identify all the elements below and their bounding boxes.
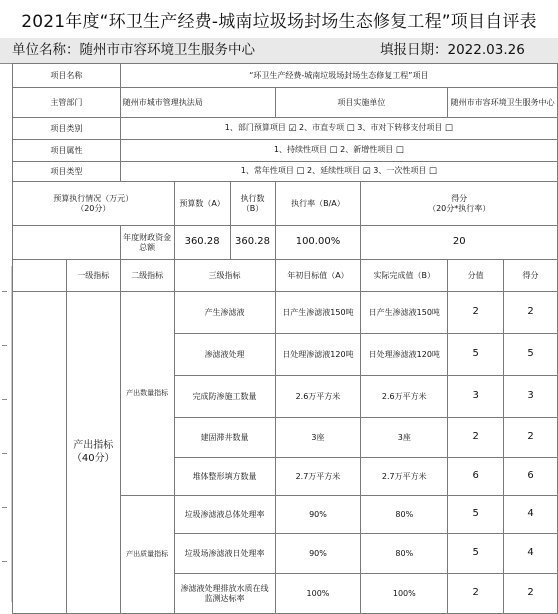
- report-title: [0, 0, 558, 39]
- indicator-actual: 3座: [361, 418, 448, 458]
- indicator-name: 渗滤液处理: [174, 334, 275, 376]
- checkbox-icon[interactable]: ☐: [346, 124, 355, 134]
- type-opt1: 1、常年性项目: [240, 166, 294, 175]
- exec-label: 预算执行情况（万元）: [53, 193, 134, 203]
- supervisor-row: [13, 88, 558, 118]
- exec-col-header: 执行数（B）: [230, 182, 275, 226]
- report-title-text: 2021年度“环卫生产经费-城南垃圾场封场生态修复工程”项目自评表: [21, 11, 537, 32]
- fiscal-label: 年度财政资金总额: [120, 226, 174, 260]
- indicator-name: 建固滞井数量: [174, 418, 275, 458]
- unit-name: 随州市市容环境卫生服务中心: [79, 42, 255, 58]
- indicator-score: 4: [504, 534, 558, 574]
- score-col-header: [361, 182, 558, 226]
- score-value: 20: [361, 226, 558, 260]
- checkbox-icon[interactable]: ☐: [444, 124, 453, 134]
- indicator-score: 2: [504, 418, 558, 458]
- indicator-points: 2: [448, 292, 504, 334]
- level1-indicator: 产出指标（40分）: [66, 292, 120, 614]
- indicator-score: 2: [504, 574, 558, 614]
- indicator-score: 5: [504, 334, 558, 376]
- budget-header-row: [13, 182, 558, 226]
- date-label: 填报日期：: [380, 42, 448, 58]
- points-header: 分值: [448, 260, 504, 292]
- score-formula: （20分*执行率）: [428, 203, 491, 213]
- rate-value: 100.00%: [275, 226, 361, 260]
- indicator-name: 完成防渗施工数量: [174, 376, 275, 418]
- attribute-opt1: 1、持续性项目: [273, 145, 327, 154]
- exec-value: 360.28: [230, 226, 275, 260]
- category-opt2: 2、市直专项: [299, 123, 345, 132]
- impl-unit-value: 随州市市容环境卫生服务中心: [448, 88, 558, 118]
- indicator-actual: 80%: [361, 534, 448, 574]
- indicator-target: 2.7万平方米: [275, 458, 361, 496]
- row-guide: [0, 266, 12, 602]
- indicator-name: 产生渗滤液: [174, 292, 275, 334]
- indicator-points: 2: [448, 418, 504, 458]
- indicator-name: 垃圾渗滤液总体处理率: [174, 496, 275, 534]
- type-opt3: 3、一次性项目: [373, 166, 427, 175]
- checkbox-icon[interactable]: ☐: [329, 146, 338, 156]
- attribute-row: [13, 140, 558, 162]
- quantity-group: 产出数量指标: [120, 292, 174, 496]
- exec-points: （20分）: [76, 203, 111, 213]
- attribute-options: [120, 140, 557, 162]
- type-row: [13, 162, 558, 182]
- table-row: [13, 292, 558, 334]
- indicator-points: 5: [448, 334, 504, 376]
- project-name-row: [13, 64, 558, 88]
- indicator-name: 渗滤液处理排放水质在线监测达标率: [174, 574, 275, 614]
- blank-margin-cell: [13, 292, 67, 614]
- indicator-points: 6: [448, 458, 504, 496]
- indicator-target: 2.6万平方米: [275, 376, 361, 418]
- indicator-points: 5: [448, 496, 504, 534]
- category-options: [120, 118, 557, 140]
- indicator-name: 垃圾场渗滤液日处理率: [174, 534, 275, 574]
- type-opt2: 2、延续性项目: [307, 166, 361, 175]
- checkbox-icon[interactable]: ☐: [395, 146, 404, 156]
- indicator-actual: 80%: [361, 496, 448, 534]
- type-label: 项目类型: [13, 162, 121, 182]
- score-col-label: 得分: [451, 193, 468, 203]
- checkbox-icon[interactable]: ☐: [296, 167, 305, 177]
- indicator-target: 90%: [275, 534, 361, 574]
- budget-col-header: 预算数（A）: [174, 182, 230, 226]
- blank-margin-cell: [13, 260, 67, 292]
- level1-header: 一级指标: [66, 260, 120, 292]
- budget-value: 360.28: [174, 226, 230, 260]
- indicator-points: 3: [448, 376, 504, 418]
- indicator-score: 2: [504, 292, 558, 334]
- target-header: 年初目标值（A）: [275, 260, 361, 292]
- quality-group: 产出质量指标: [120, 496, 174, 614]
- actual-header: 实际完成值（B）: [361, 260, 448, 292]
- indicator-actual: 日处理渗滤液120吨: [361, 334, 448, 376]
- indicator-actual: 日产生渗滤液150吨: [361, 292, 448, 334]
- indicator-name: 堆体整形填方数量: [174, 458, 275, 496]
- checked-box-icon[interactable]: ☑: [362, 167, 371, 177]
- evaluation-table: [12, 63, 558, 614]
- indicator-points: 5: [448, 534, 504, 574]
- attribute-opt2: 2、新增性项目: [340, 145, 394, 154]
- unit-field: [12, 38, 255, 63]
- score-header: 得分: [504, 260, 558, 292]
- attribute-label: 项目属性: [13, 140, 121, 162]
- indicator-actual: 2.7万平方米: [361, 458, 448, 496]
- level2-header: 二级指标: [120, 260, 174, 292]
- budget-value-row: [13, 226, 558, 260]
- checked-box-icon[interactable]: ☑: [288, 124, 297, 134]
- indicator-points: 2: [448, 574, 504, 614]
- date-value: 2022.03.26: [447, 42, 525, 58]
- rate-col-header: 执行率（B/A）: [275, 182, 361, 226]
- category-opt1: 1、部门预算项目: [224, 123, 286, 132]
- indicator-target: 100%: [275, 574, 361, 614]
- project-name-label: 项目名称: [13, 64, 121, 88]
- date-field: [380, 38, 525, 63]
- budget-blank: [13, 226, 121, 260]
- category-opt3: 3、市对下转移支付项目: [357, 123, 443, 132]
- category-row: [13, 118, 558, 140]
- indicator-actual: 2.6万平方米: [361, 376, 448, 418]
- indicator-target: 日产生渗滤液150吨: [275, 292, 361, 334]
- level3-header: 三级指标: [174, 260, 275, 292]
- meta-bar: [0, 38, 558, 64]
- unit-label: 单位名称：: [12, 42, 80, 58]
- exec-label-cell: [13, 182, 175, 226]
- impl-unit-label: 项目实施单位: [275, 88, 448, 118]
- type-options: [120, 162, 557, 182]
- indicator-actual: 100%: [361, 574, 448, 614]
- indicator-target: 3座: [275, 418, 361, 458]
- checkbox-icon[interactable]: ☐: [428, 167, 437, 177]
- indicator-header-row: [13, 260, 558, 292]
- indicator-score: 6: [504, 458, 558, 496]
- supervisor-label: 主管部门: [13, 88, 121, 118]
- supervisor-value: 随州市城市管理执法局: [120, 88, 275, 118]
- project-name-value: “环卫生产经费-城南垃圾场封场生态修复工程”项目: [120, 64, 557, 88]
- category-label: 项目类别: [13, 118, 121, 140]
- indicator-target: 日处理渗滤液120吨: [275, 334, 361, 376]
- indicator-target: 90%: [275, 496, 361, 534]
- indicator-score: 4: [504, 496, 558, 534]
- indicator-score: 3: [504, 376, 558, 418]
